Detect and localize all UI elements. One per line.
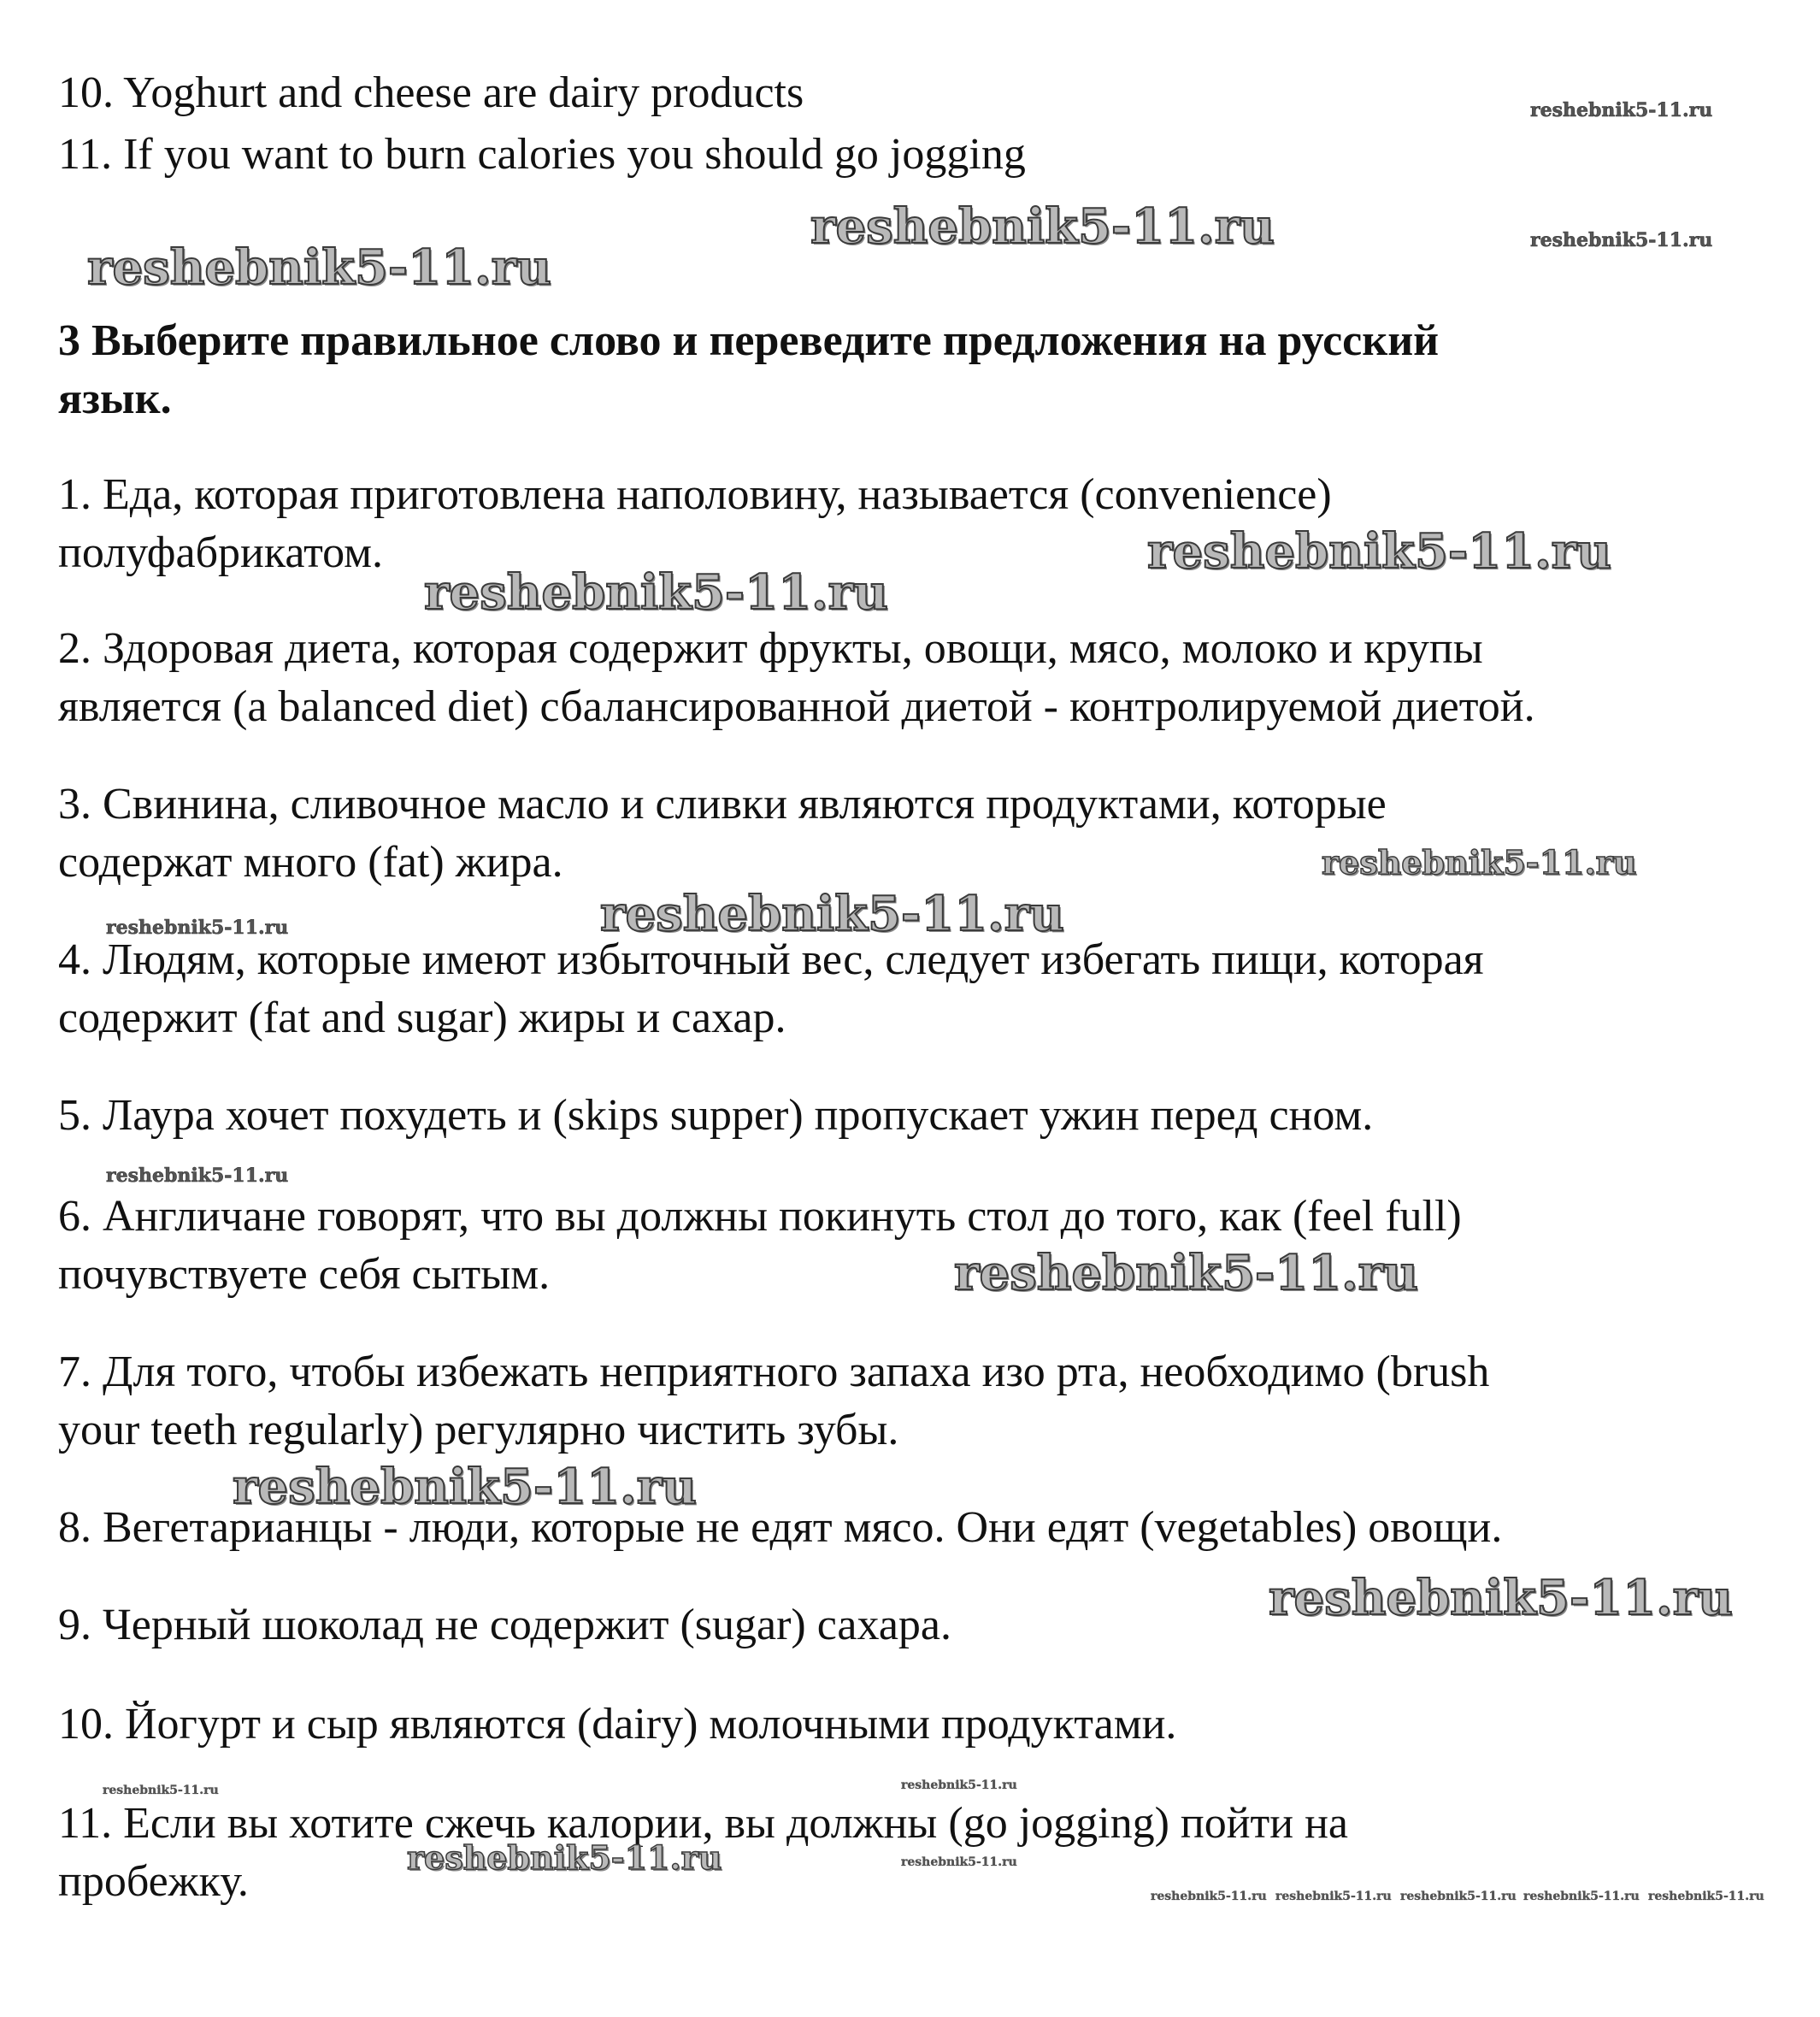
- watermark: reshebnik5-11.ru: [103, 1784, 219, 1797]
- sentence-1-line-1: 1. Еда, которая приготовлена наполовину, называется (convenience): [58, 470, 1332, 519]
- sentence-11-line-1: 11. Если вы хотите сжечь калории, вы должны (go jogging) пойти на: [58, 1799, 1349, 1848]
- watermark: reshebnik5-11.ru: [1400, 1890, 1517, 1903]
- watermark: reshebnik5-11.ru: [954, 1245, 1418, 1301]
- sentence-8: 8. Вегетарианцы - люди, которые не едят мясо. Они едят (vegetables) овощи.: [58, 1503, 1503, 1552]
- watermark: reshebnik5-11.ru: [1269, 1570, 1733, 1626]
- watermark: reshebnik5-11.ru: [1322, 843, 1637, 882]
- line-11-english: 11. If you want to burn calories you should go jogging: [58, 130, 1026, 179]
- sentence-1-line-2: полуфабрикатом.: [58, 528, 384, 577]
- watermark: reshebnik5-11.ru: [87, 239, 551, 296]
- watermark: reshebnik5-11.ru: [1523, 1890, 1640, 1903]
- watermark: reshebnik5-11.ru: [106, 1165, 289, 1187]
- sentence-2-line-2: является (a balanced diet) сбалансированной диетой - контролируемой диетой.: [58, 682, 1535, 731]
- watermark: reshebnik5-11.ru: [1147, 523, 1611, 580]
- watermark: reshebnik5-11.ru: [1648, 1890, 1764, 1903]
- sentence-6-line-2: почувствуете себя сытым.: [58, 1250, 551, 1299]
- sentence-5: 5. Лаура хочет похудеть и (skips supper) пропускает ужин перед сном.: [58, 1091, 1374, 1140]
- exercise-heading-line-2: язык.: [58, 375, 172, 423]
- sentence-11-line-2: пробежку.: [58, 1857, 249, 1906]
- sentence-3-line-1: 3. Свинина, сливочное масло и сливки являются продуктами, которые: [58, 780, 1387, 829]
- line-10-english: 10. Yoghurt and cheese are dairy products: [58, 68, 804, 117]
- watermark: reshebnik5-11.ru: [424, 564, 888, 621]
- sentence-10: 10. Йогурт и сыр являются (dairy) молочными продуктами.: [58, 1700, 1177, 1749]
- watermark: reshebnik5-11.ru: [1530, 99, 1713, 121]
- watermark: reshebnik5-11.ru: [106, 917, 289, 939]
- sentence-2-line-1: 2. Здоровая диета, которая содержит фрукты, овощи, мясо, молоко и крупы: [58, 624, 1483, 673]
- watermark: reshebnik5-11.ru: [1275, 1890, 1392, 1903]
- watermark: reshebnik5-11.ru: [1151, 1890, 1267, 1903]
- sentence-3-line-2: содержат много (fat) жира.: [58, 838, 563, 887]
- sentence-7-line-2: your teeth regularly) регулярно чистить зубы.: [58, 1406, 899, 1454]
- watermark: reshebnik5-11.ru: [1530, 229, 1713, 251]
- exercise-heading-line-1: 3 Выберите правильное слово и переведите предложения на русский: [58, 316, 1440, 365]
- sentence-9: 9. Черный шоколад не содержит (sugar) сахара.: [58, 1601, 951, 1649]
- watermark: reshebnik5-11.ru: [407, 1838, 722, 1877]
- watermark: reshebnik5-11.ru: [901, 1855, 1017, 1869]
- sentence-6-line-1: 6. Англичане говорят, что вы должны покинуть стол до того, как (feel full): [58, 1192, 1462, 1241]
- watermark: reshebnik5-11.ru: [810, 198, 1275, 255]
- sentence-7-line-1: 7. Для того, чтобы избежать неприятного запаха изо рта, необходимо (brush: [58, 1348, 1490, 1396]
- watermark: reshebnik5-11.ru: [233, 1459, 697, 1515]
- watermark: reshebnik5-11.ru: [901, 1778, 1017, 1792]
- sentence-4-line-2: содержит (fat and sugar) жиры и сахар.: [58, 994, 786, 1042]
- sentence-4-line-1: 4. Людям, которые имеют избыточный вес, следует избегать пищи, которая: [58, 935, 1484, 984]
- watermark: reshebnik5-11.ru: [600, 886, 1064, 942]
